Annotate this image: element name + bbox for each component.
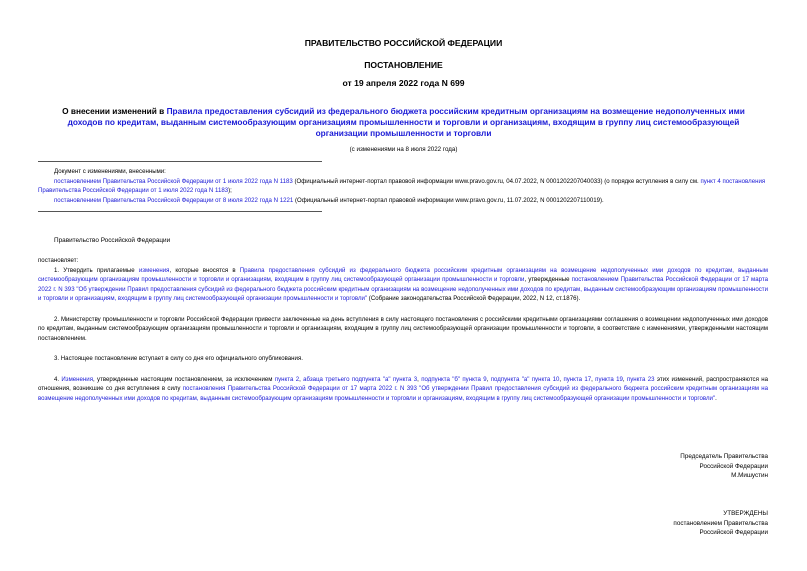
government-heading: ПРАВИТЕЛЬСТВО РОССИЙСКОЙ ФЕДЕРАЦИИ <box>304 38 503 48</box>
title-rules-link[interactable]: Правила предоставления субсидий из федерального бюджета российским кредитным организациям на возмещение недополученных ими доходов по кредитам, выданным системообразующим организациям промышленности и торговли и организациям, входящим в группу лиц системообразующей организации промышленности и торговли <box>67 106 745 138</box>
doc-changes-item-1-text: (Официальный интернет-портал правовой информации www.pravo.gov.ru, 04.07.2022, N 0001202207040033) (о порядке вступления в силу см. <box>292 177 701 185</box>
signature-line-2: Российской Федерации <box>699 462 768 470</box>
p4-sep: , <box>417 375 422 383</box>
decides-label: постановляет: <box>38 257 79 264</box>
p1-text-a: 1. Утвердить прилагаемые <box>54 266 139 274</box>
divider-top <box>38 161 322 162</box>
changes-link-2[interactable]: Изменения <box>61 375 93 383</box>
p4-text-a: 4. <box>54 375 62 383</box>
paragraph-4 <box>38 375 768 404</box>
p4-sep: , <box>591 375 596 383</box>
point-23-link[interactable]: пункта 23 <box>626 375 655 383</box>
document-type-heading: ПОСТАНОВЛЕНИЕ <box>364 60 443 70</box>
p4-text-i: этих изменений, распространяются на отношения, возникшие со дня вступления в силу <box>38 375 768 392</box>
p4-sep: , <box>299 375 304 383</box>
p1-text-c: , утвержденные <box>524 276 572 283</box>
point-9b-link[interactable]: подпункта "б" пункта 9 <box>421 375 487 383</box>
document-date-number: от 19 апреля 2022 года N 699 <box>342 78 465 88</box>
doc-changes-item-2-text: (Официальный интернет-портал правовой информации www.pravo.gov.ru, 11.07.2022, N 0001202207110019). <box>293 196 604 204</box>
paragraph-1 <box>38 266 768 304</box>
decree-body <box>38 256 768 414</box>
p1-text-d: (Собрание законодательства Российской Федерации, 2022, N 12, ст.1876). <box>367 295 581 302</box>
doc-changes-block <box>38 167 768 205</box>
paragraph-3: 3. Настоящее постановление вступает в силу со дня его официального опубликования. <box>54 355 303 362</box>
decree-393-link[interactable]: постановлением Правительства Российской Федерации от 17 марта 2022 г. N 393 "Об утверждении Правил предоставления субсидий из федерального бюджета российским кредитным организациям на возмещение недополученных ими доходов по кредитам, выданным системообразующим организациям промышленности и торговли и организациям, входящим в группу лиц системообразующей организации промышленности и торговли" <box>38 276 768 302</box>
point-3a-link[interactable]: абзаца третьего подпункта "а" пункта 3 <box>303 375 418 383</box>
signature-name: М.Мишустин <box>731 472 768 479</box>
doc-changes-item-1-end: ); <box>228 187 232 194</box>
decree-1183-link[interactable]: постановлением Правительства Российской Федерации от 1 июля 2022 года N 1183 <box>54 177 293 185</box>
changes-link[interactable]: изменения <box>138 266 170 274</box>
p4-sep: , <box>622 375 627 383</box>
point-19-link[interactable]: пункта 19 <box>595 375 623 383</box>
p4-sep: , <box>486 375 491 383</box>
approved-line-2: постановлением Правительства <box>673 519 768 527</box>
point-17-link[interactable]: пункта 17 <box>563 375 592 383</box>
government-label: Правительство Российской Федерации <box>54 237 171 244</box>
doc-changes-intro: Документ с изменениями, внесенными: <box>54 168 166 175</box>
p4-sep: , <box>559 375 564 383</box>
divider-bottom <box>38 211 322 212</box>
p4-text-b: , утвержденные настоящим постановлением, за исключением <box>93 375 275 383</box>
p1-text-b: , которые вносятся в <box>169 266 240 274</box>
signature-block <box>560 452 768 481</box>
p4-text-end: . <box>715 394 717 402</box>
signature-line-1: Председатель Правительства <box>680 453 768 460</box>
edits-note: (с изменениями на 8 июля 2022 года) <box>349 146 458 153</box>
rules-link[interactable]: Правила предоставления субсидий из федерального бюджета российским кредитным организациям на возмещение недополученных ими доходов по кредитам, выданным системообразующим организациям промышленности и торговли и организациям, входящим в группу лиц системообразующей организации промышленности и торговли <box>38 266 768 283</box>
point-2-link[interactable]: пункта 2 <box>274 375 300 383</box>
doc-changes-item-2 <box>38 196 768 206</box>
title-prefix: О внесении изменений в <box>62 106 167 116</box>
decree-1221-link[interactable]: постановлением Правительства Российской Федерации от 8 июля 2022 года N 1221 <box>54 196 294 204</box>
decree-1183-point4-link[interactable]: пункт 4 постановления Правительства Российской Федерации от 1 июля 2022 года N 1183 <box>38 177 766 194</box>
approved-block <box>560 509 768 538</box>
approved-line-3: Российской Федерации <box>699 529 768 536</box>
doc-changes-item-1 <box>38 177 768 196</box>
approved-line-1: УТВЕРЖДЕНЫ <box>723 510 768 517</box>
document-title <box>50 106 757 139</box>
paragraph-2: 2. Министерству промышленности и торговли Российской Федерации привести заключенные на день вступления в силу настоящего постановления с российскими кредитными организациями соглашения о возмещении недополученных ими доходов по кредитам, выданным системообразующим организациям промышленности и торговли и организациям, входящим в группу лиц системообразующей организации промышленности и торговли, в соответствие с изменениями, утвержденными настоящим постановлением. <box>38 315 768 342</box>
decree-393-link-2[interactable]: постановления Правительства Российской Федерации от 17 марта 2022 г. N 393 "Об утверждении Правил предоставления субсидий из федерального бюджета российским кредитным организациям на возмещение недополученных ими доходов по кредитам, выданным системообразующим организациям промышленности и торговли и организациям, входящим в группу лиц системообразующей организации промышленности и торговли" <box>38 385 768 402</box>
point-10a-link[interactable]: подпункта "а" пункта 10 <box>490 375 560 383</box>
